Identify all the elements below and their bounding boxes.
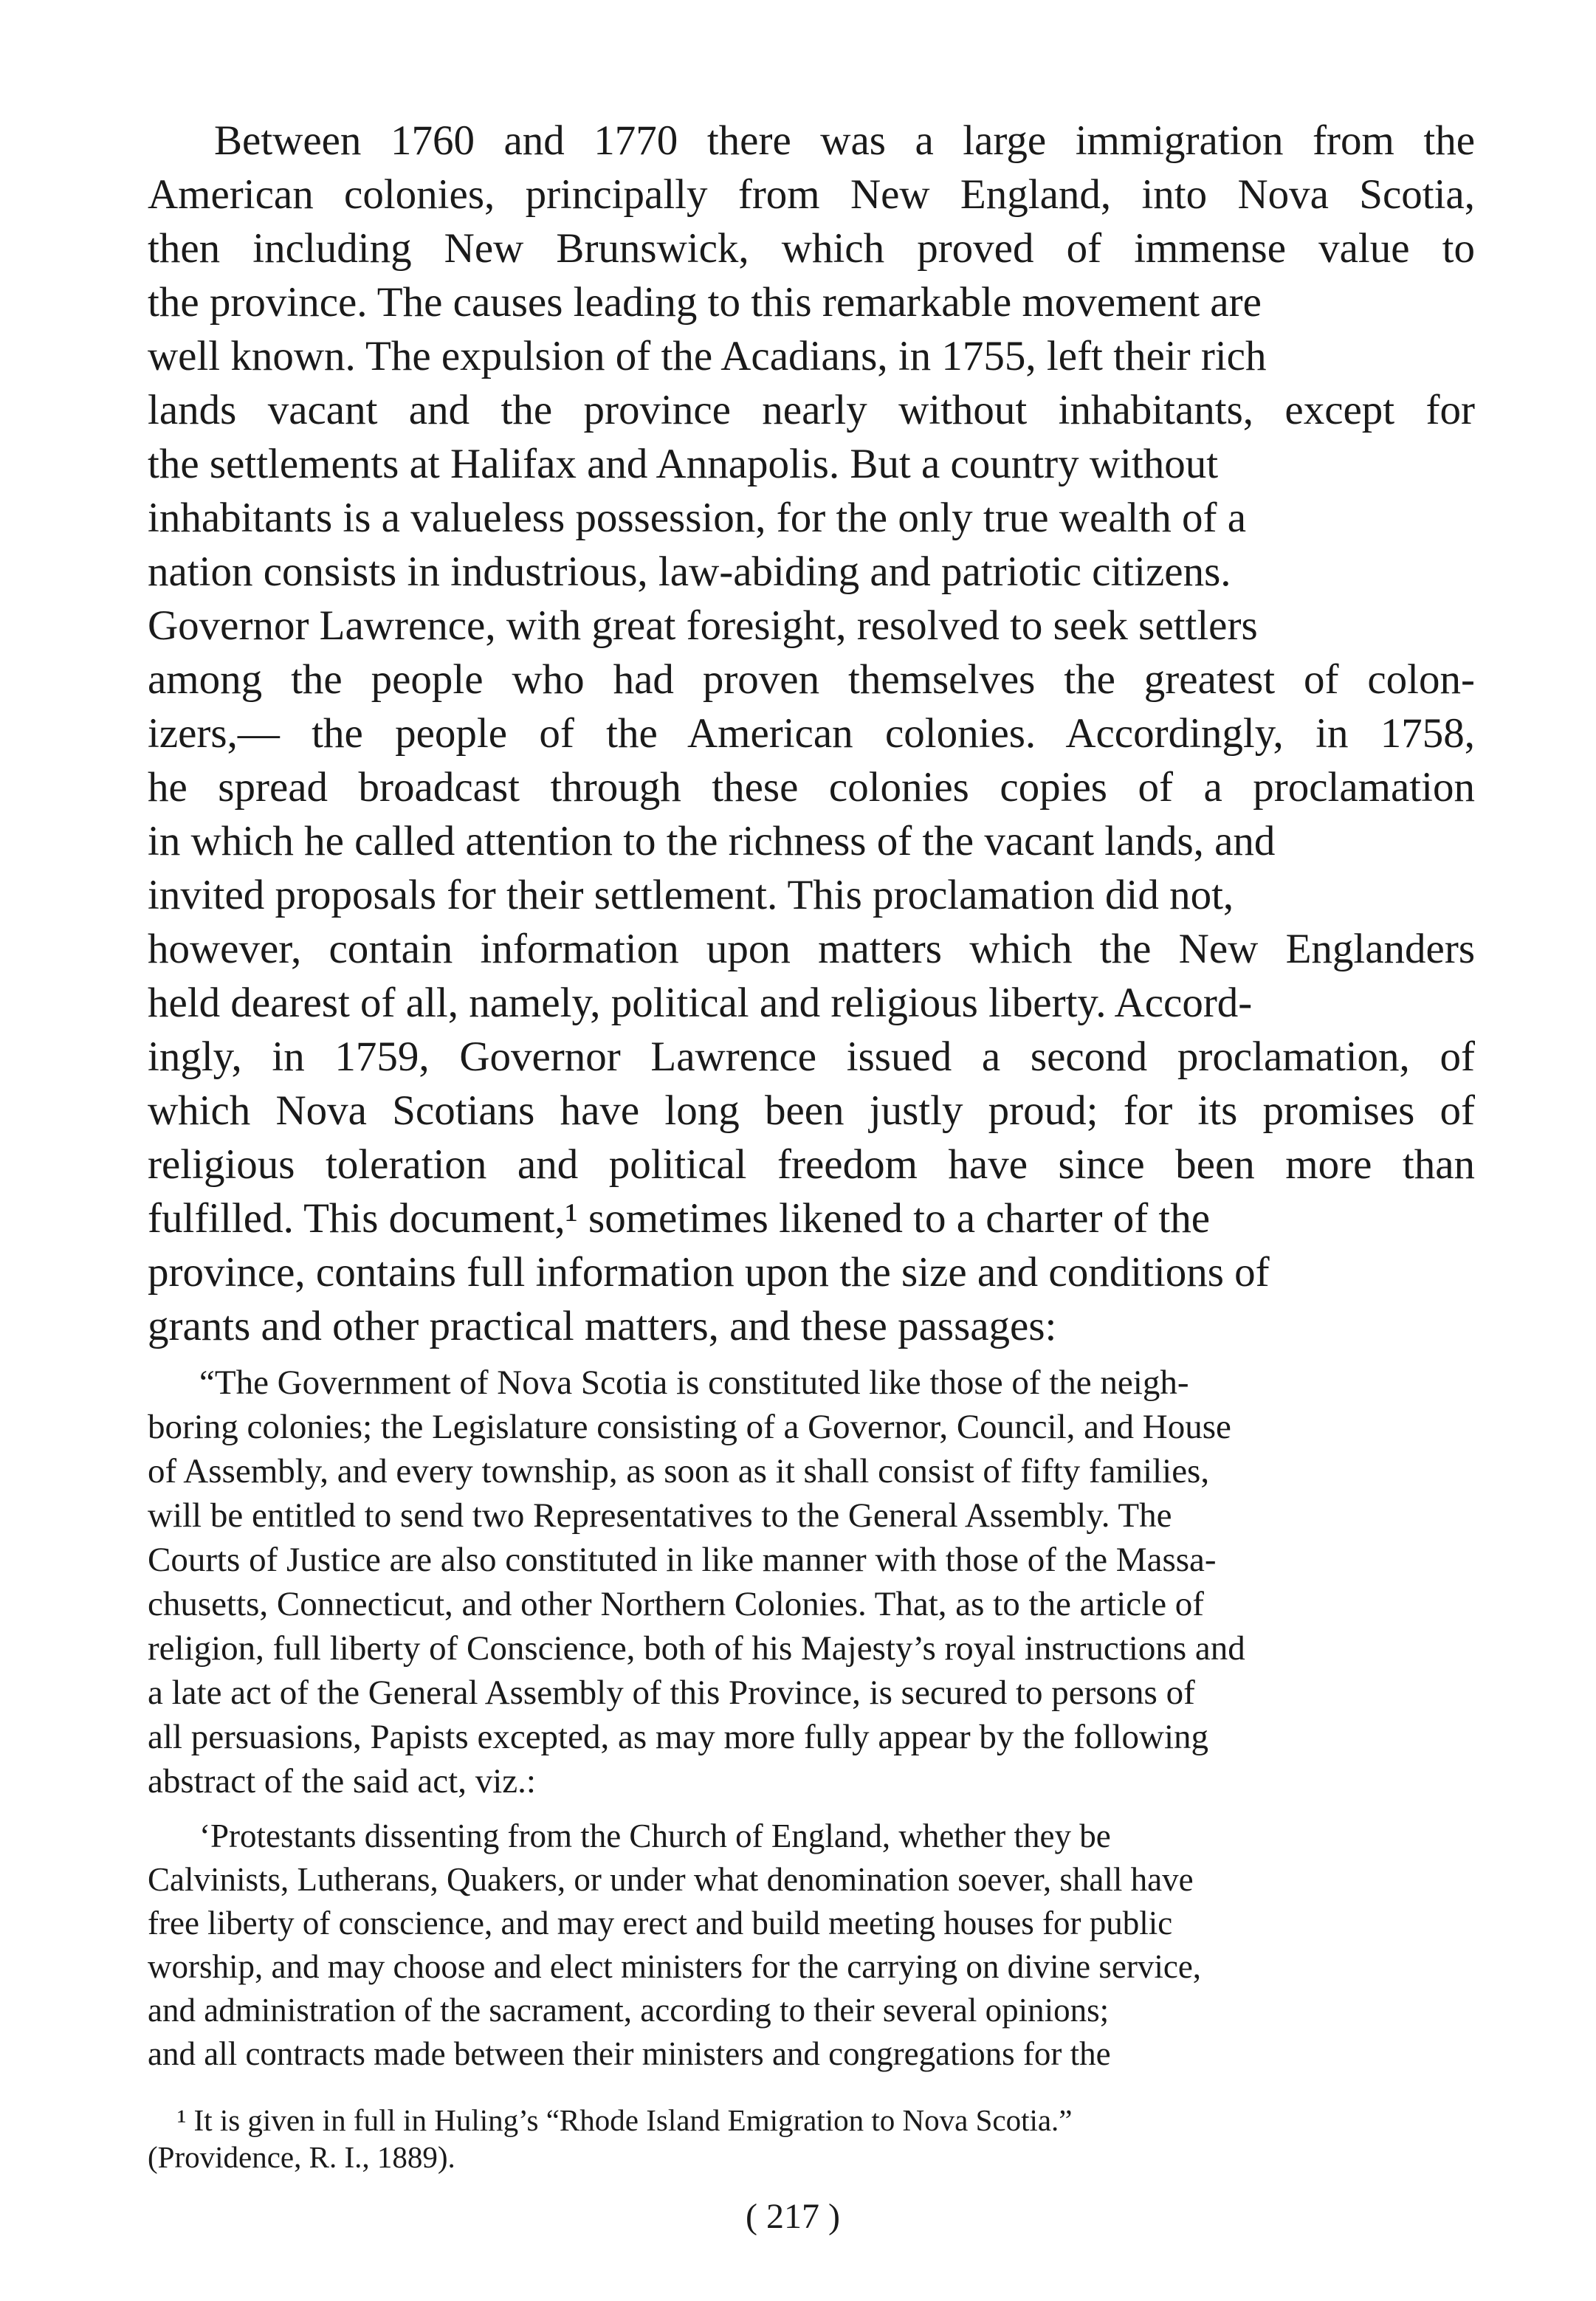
body-line: Governor Lawrence, with great foresight, resolved to seek settlers <box>148 602 1258 649</box>
body-line: then including New Brunswick, which proved of immense value to <box>148 225 1476 272</box>
body-line: inhabitants is a valueless possession, for the only true wealth of a <box>148 495 1247 541</box>
quote-line: religion, full liberty of Conscience, both of his Majesty’s royal instructions and <box>148 1629 1245 1668</box>
body-line: fulfilled. This document,¹ sometimes likened to a charter of the <box>148 1195 1211 1242</box>
quote-line: “The Government of Nova Scotia is constituted like those of the neigh- <box>199 1363 1189 1402</box>
body-line: grants and other practical matters, and these passages: <box>148 1303 1057 1349</box>
inner-quote-line: ‘Protestants dissenting from the Church of England, whether they be <box>199 1817 1111 1854</box>
body-line: American colonies, principally from New England, into Nova Scotia, <box>148 171 1475 218</box>
body-line: ingly, in 1759, Governor Lawrence issued a second proclamation, of <box>148 1033 1475 1080</box>
quote-line: chusetts, Connecticut, and other Northern Colonies. That, as to the article of <box>148 1585 1204 1623</box>
quote-line: of Assembly, and every township, as soon as it shall consist of fifty families, <box>148 1452 1210 1490</box>
body-line: Between 1760 and 1770 there was a large immigration from the <box>214 117 1475 164</box>
inner-quote-line: and administration of the sacrament, according to their several opinions; <box>148 1992 1110 2029</box>
footnote-line: (Providence, R. I., 1889). <box>148 2140 455 2174</box>
body-line: province, contains full information upon the size and conditions of <box>148 1249 1270 1296</box>
quote-line: Courts of Justice are also constituted in like manner with those of the Massa- <box>148 1541 1217 1579</box>
body-line: the settlements at Halifax and Annapolis. But a country without <box>148 441 1219 487</box>
quote-line: will be entitled to send two Representatives to the General Assembly. The <box>148 1496 1172 1535</box>
quote-line: boring colonies; the Legislature consisting of a Governor, Council, and House <box>148 1408 1231 1446</box>
body-line: the province. The causes leading to this remarkable movement are <box>148 279 1262 326</box>
inner-quote-line: and all contracts made between their ministers and congregations for the <box>148 2035 1111 2072</box>
body-line: well known. The expulsion of the Acadians, in 1755, left their rich <box>148 333 1267 379</box>
body-line: lands vacant and the province nearly without inhabitants, except for <box>148 387 1475 433</box>
body-line: invited proposals for their settlement. This proclamation did not, <box>148 872 1234 918</box>
body-line: religious toleration and political freedom have since been more than <box>148 1141 1476 1188</box>
body-line: which Nova Scotians have long been justly proud; for its promises of <box>148 1087 1475 1134</box>
inner-quote-line: Calvinists, Lutherans, Quakers, or under what denomination soever, shall have <box>148 1861 1194 1898</box>
body-line: held dearest of all, namely, political and religious liberty. Accord- <box>148 980 1253 1026</box>
inner-quote-line: worship, and may choose and elect ministers for the carrying on divine service, <box>148 1948 1202 1985</box>
page-number: ( 217 ) <box>746 2197 840 2236</box>
body-line: in which he called attention to the richness of the vacant lands, and <box>148 818 1276 864</box>
body-line: however, contain information upon matters which the New Englanders <box>148 926 1476 972</box>
body-line: nation consists in industrious, law-abiding and patriotic citizens. <box>148 548 1231 595</box>
quote-line: a late act of the General Assembly of this Province, is secured to persons of <box>148 1674 1195 1712</box>
body-line: he spread broadcast through these colonies copies of a proclamation <box>148 764 1475 811</box>
footnote-line: ¹ It is given in full in Huling’s “Rhode Island Emigration to Nova Scotia.” <box>177 2103 1073 2137</box>
quote-line: abstract of the said act, viz.: <box>148 1762 536 1800</box>
quote-line: all persuasions, Papists excepted, as may more fully appear by the following <box>148 1718 1209 1756</box>
body-line: among the people who had proven themselves the greatest of colon- <box>148 656 1475 703</box>
body-line: izers,— the people of the American colonies. Accordingly, in 1758, <box>148 710 1476 757</box>
inner-quote-line: free liberty of conscience, and may erect and build meeting houses for public <box>148 1905 1173 1941</box>
